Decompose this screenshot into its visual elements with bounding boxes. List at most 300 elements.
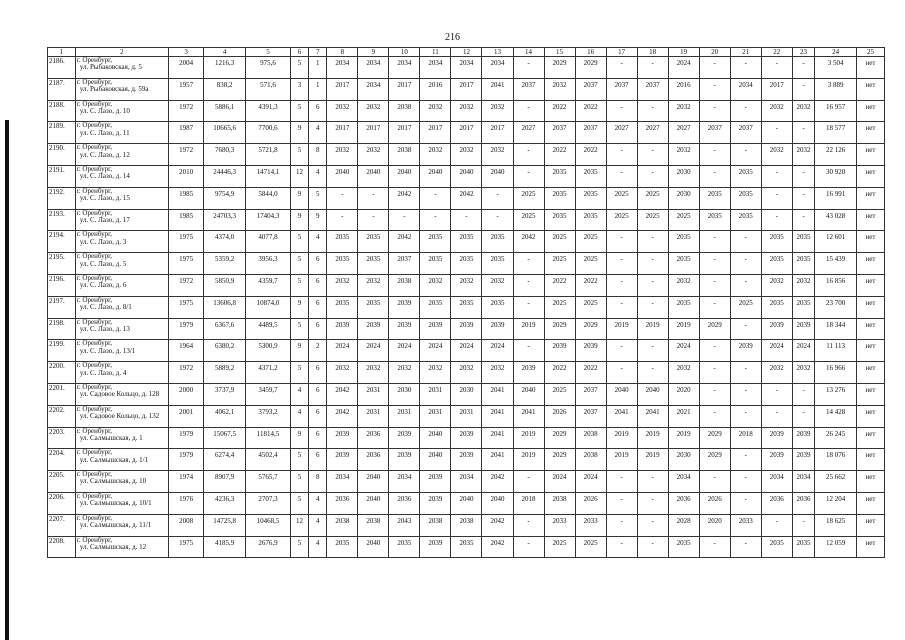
cell-col-21: -	[730, 449, 761, 471]
column-number-11: 11	[420, 48, 451, 57]
address-city: г. Оренбург,	[76, 339, 112, 348]
address-street: ул. С. Лазо, д. 14	[79, 172, 130, 181]
cell-col-16: 2022	[575, 274, 606, 296]
cell-col-24: 16 966	[815, 362, 857, 384]
cell-col-9: 2031	[358, 405, 389, 427]
cell-col-20: -	[699, 362, 730, 384]
cell-col-10: 2017	[389, 122, 420, 144]
cell-col-3: 1979	[168, 449, 203, 471]
cell-col-22: 2035	[761, 253, 792, 275]
cell-col-16: 2039	[575, 340, 606, 362]
address-street: ул. Салмышская, д. 11/1	[79, 521, 152, 530]
cell-col-24: 16 856	[815, 274, 857, 296]
cell-col-8: 2038	[327, 514, 358, 536]
column-number-3: 3	[168, 48, 203, 57]
cell-col-25: нет	[856, 514, 884, 536]
cell-col-23: 2039	[792, 318, 814, 340]
cell-col-5: 4502,4	[245, 449, 290, 471]
cell-col-22: 2039	[761, 449, 792, 471]
cell-col-21: -	[730, 405, 761, 427]
cell-col-16: 2029	[575, 57, 606, 79]
cell-col-17: -	[606, 514, 637, 536]
cell-col-24: 25 662	[815, 471, 857, 493]
column-number-6: 6	[290, 48, 308, 57]
cell-col-10: 2042	[389, 231, 420, 253]
cell-col-16: 2038	[575, 427, 606, 449]
cell-col-13: 2042	[482, 471, 513, 493]
cell-col-19: 2016	[668, 78, 699, 100]
table-row	[48, 514, 885, 536]
address-city: г. Оренбург,	[76, 448, 112, 457]
address-street: ул. Салмышская, д. 10/1	[79, 499, 152, 508]
cell-col-19: 2035	[668, 253, 699, 275]
table-row	[48, 187, 885, 209]
address-city: г. Оренбург,	[76, 209, 112, 217]
cell-col-20: 2026	[699, 492, 730, 514]
cell-col-14: 2041	[513, 405, 544, 427]
cell-col-10: 2034	[389, 57, 420, 79]
cell-col-25: нет	[856, 405, 884, 427]
cell-col-20: -	[699, 340, 730, 362]
cell-col-22: 2032	[761, 274, 792, 296]
cell-col-8: -	[327, 209, 358, 231]
cell-col-4: 8907,9	[204, 471, 246, 493]
cell-col-11: 2039	[420, 536, 451, 558]
address-street: ул. Салмышская, д. 10	[79, 477, 147, 486]
cell-col-15: 2024	[544, 471, 575, 493]
cell-col-15: 2035	[544, 165, 575, 187]
cell-col-9: 2034	[358, 78, 389, 100]
cell-col-18: 2019	[637, 318, 668, 340]
cell-col-25: нет	[856, 274, 884, 296]
cell-col-20: -	[699, 78, 730, 100]
cell-col-12: 2040	[451, 492, 482, 514]
cell-col-10: 2038	[389, 100, 420, 122]
cell-col-14: -	[513, 536, 544, 558]
cell-col-3: 2000	[168, 383, 203, 405]
cell-col-3: 1979	[168, 427, 203, 449]
cell-col-24: 16 957	[815, 100, 857, 122]
cell-col-16: 2022	[575, 362, 606, 384]
row-number: 2191.	[48, 165, 76, 187]
row-number: 2207.	[48, 514, 76, 536]
cell-col-8: 2032	[327, 362, 358, 384]
cell-col-8: 2040	[327, 165, 358, 187]
cell-col-12: 2040	[451, 165, 482, 187]
cell-col-18: 2027	[637, 122, 668, 144]
cell-col-7: 1	[309, 78, 327, 100]
address-street: ул. Рыбаковская, д. 5	[79, 63, 142, 72]
cell-col-13: 2039	[482, 318, 513, 340]
cell-col-19: 2032	[668, 100, 699, 122]
cell-col-21: -	[730, 253, 761, 275]
cell-col-19: 2032	[668, 274, 699, 296]
cell-col-24: 18 344	[815, 318, 857, 340]
cell-col-5: 11814,5	[245, 427, 290, 449]
cell-col-16: 2024	[575, 471, 606, 493]
cell-col-22: 2036	[761, 492, 792, 514]
cell-col-13: 2041	[482, 405, 513, 427]
cell-col-22: -	[761, 383, 792, 405]
cell-col-3: 1972	[168, 100, 203, 122]
address-cell	[75, 122, 168, 144]
cell-col-20: 2029	[699, 427, 730, 449]
cell-col-16: 2035	[575, 187, 606, 209]
cell-col-3: 1987	[168, 122, 203, 144]
cell-col-5: 975,6	[245, 57, 290, 79]
address-city: г. Оренбург,	[76, 361, 112, 370]
cell-col-8: 2024	[327, 340, 358, 362]
column-number-21: 21	[730, 48, 761, 57]
column-number-24: 24	[815, 48, 857, 57]
cell-col-23: 2032	[792, 144, 814, 166]
column-number-25: 25	[856, 48, 884, 57]
cell-col-7: 6	[309, 318, 327, 340]
cell-col-18: 2019	[637, 449, 668, 471]
cell-col-9: 2032	[358, 144, 389, 166]
cell-col-19: 2030	[668, 449, 699, 471]
cell-col-18: -	[637, 274, 668, 296]
cell-col-21: 2037	[730, 122, 761, 144]
cell-col-17: 2027	[606, 122, 637, 144]
cell-col-17: -	[606, 100, 637, 122]
cell-col-19: 2025	[668, 209, 699, 231]
cell-col-17: -	[606, 296, 637, 318]
cell-col-4: 6274,4	[204, 449, 246, 471]
cell-col-6: 9	[290, 209, 308, 231]
cell-col-6: 5	[290, 471, 308, 493]
row-number: 2192.	[48, 187, 76, 209]
cell-col-6: 4	[290, 383, 308, 405]
cell-col-8: 2017	[327, 78, 358, 100]
cell-col-8: 2032	[327, 274, 358, 296]
cell-col-20: -	[699, 144, 730, 166]
cell-col-6: 5	[290, 144, 308, 166]
cell-col-14: -	[513, 57, 544, 79]
column-number-17: 17	[606, 48, 637, 57]
address-city: г. Оренбург,	[76, 383, 112, 391]
cell-col-23: -	[792, 165, 814, 187]
cell-col-17: -	[606, 57, 637, 79]
cell-col-9: 2040	[358, 492, 389, 514]
cell-col-24: 23 700	[815, 296, 857, 318]
row-number: 2194.	[48, 231, 76, 253]
cell-col-3: 2001	[168, 405, 203, 427]
cell-col-5: 17404,3	[245, 209, 290, 231]
cell-col-16: 2022	[575, 100, 606, 122]
address-cell	[75, 427, 168, 449]
cell-col-9: 2031	[358, 383, 389, 405]
cell-col-9: 2039	[358, 318, 389, 340]
cell-col-19: 2035	[668, 231, 699, 253]
cell-col-7: 4	[309, 231, 327, 253]
cell-col-15: 2022	[544, 144, 575, 166]
cell-col-12: -	[451, 209, 482, 231]
row-number: 2190.	[48, 144, 76, 166]
cell-col-13: 2035	[482, 231, 513, 253]
table-body	[48, 57, 885, 558]
address-city: г. Оренбург,	[76, 121, 112, 130]
cell-col-7: 6	[309, 427, 327, 449]
cell-col-25: нет	[856, 78, 884, 100]
address-cell	[75, 536, 168, 558]
cell-col-5: 3793,2	[245, 405, 290, 427]
cell-col-22: 2024	[761, 340, 792, 362]
address-cell	[75, 514, 168, 536]
cell-col-7: 4	[309, 514, 327, 536]
table-row	[48, 165, 885, 187]
address-cell	[75, 405, 168, 427]
cell-col-11: 2039	[420, 318, 451, 340]
cell-col-9: 2034	[358, 57, 389, 79]
cell-col-6: 12	[290, 165, 308, 187]
cell-col-24: 26 245	[815, 427, 857, 449]
cell-col-16: 2026	[575, 492, 606, 514]
address-city: г. Оренбург,	[76, 187, 112, 195]
cell-col-10: 2031	[389, 405, 420, 427]
cell-col-14: 2025	[513, 209, 544, 231]
cell-col-21: 2025	[730, 296, 761, 318]
cell-col-11: 2032	[420, 144, 451, 166]
cell-col-18: -	[637, 253, 668, 275]
cell-col-13: -	[482, 187, 513, 209]
cell-col-22: -	[761, 209, 792, 231]
cell-col-22: -	[761, 165, 792, 187]
cell-col-16: 2037	[575, 383, 606, 405]
cell-col-9: 2036	[358, 449, 389, 471]
cell-col-21: -	[730, 274, 761, 296]
cell-col-14: -	[513, 274, 544, 296]
cell-col-24: 43 028	[815, 209, 857, 231]
cell-col-20: -	[699, 165, 730, 187]
row-number: 2200.	[48, 362, 76, 384]
cell-col-11: 2034	[420, 57, 451, 79]
cell-col-21: -	[730, 231, 761, 253]
cell-col-3: 1975	[168, 253, 203, 275]
cell-col-21: -	[730, 100, 761, 122]
cell-col-15: 2025	[544, 296, 575, 318]
row-number: 2187.	[48, 78, 76, 100]
cell-col-16: 2035	[575, 209, 606, 231]
cell-col-18: -	[637, 100, 668, 122]
cell-col-8: 2042	[327, 405, 358, 427]
cell-col-13: 2041	[482, 449, 513, 471]
cell-col-16: 2037	[575, 405, 606, 427]
cell-col-4: 24446,3	[204, 165, 246, 187]
cell-col-7: 8	[309, 471, 327, 493]
cell-col-10: 2030	[389, 383, 420, 405]
cell-col-18: -	[637, 362, 668, 384]
cell-col-3: 1972	[168, 274, 203, 296]
column-number-22: 22	[761, 48, 792, 57]
cell-col-5: 4371,2	[245, 362, 290, 384]
cell-col-13: -	[482, 209, 513, 231]
cell-col-10: 2032	[389, 362, 420, 384]
cell-col-20: -	[699, 536, 730, 558]
address-street: ул. Салмышская, д. 1	[79, 433, 143, 442]
cell-col-4: 9754,9	[204, 187, 246, 209]
address-cell	[75, 340, 168, 362]
cell-col-15: 2022	[544, 362, 575, 384]
cell-col-14: 2037	[513, 78, 544, 100]
cell-col-4: 10665,6	[204, 122, 246, 144]
cell-col-18: -	[637, 536, 668, 558]
cell-col-23: -	[792, 78, 814, 100]
address-street: ул. С. Лазо, д. 5	[79, 259, 127, 268]
cell-col-12: 2035	[451, 296, 482, 318]
cell-col-23: -	[792, 383, 814, 405]
cell-col-22: 2032	[761, 144, 792, 166]
cell-col-18: 2019	[637, 427, 668, 449]
cell-col-21: 2018	[730, 427, 761, 449]
cell-col-9: 2035	[358, 253, 389, 275]
cell-col-20: 2035	[699, 187, 730, 209]
table-row	[48, 231, 885, 253]
column-number-4: 4	[204, 48, 246, 57]
cell-col-8: 2036	[327, 492, 358, 514]
address-cell	[75, 165, 168, 187]
cell-col-12: 2038	[451, 514, 482, 536]
cell-col-4: 1216,3	[204, 57, 246, 79]
cell-col-23: -	[792, 209, 814, 231]
cell-col-13: 2034	[482, 57, 513, 79]
cell-col-11: 2040	[420, 165, 451, 187]
cell-col-22: 2035	[761, 231, 792, 253]
cell-col-25: нет	[856, 383, 884, 405]
cell-col-18: 2025	[637, 209, 668, 231]
cell-col-20: -	[699, 231, 730, 253]
cell-col-10: 2040	[389, 165, 420, 187]
cell-col-3: 1957	[168, 78, 203, 100]
cell-col-23: -	[792, 57, 814, 79]
cell-col-19: 2021	[668, 405, 699, 427]
address-city: г. Оренбург,	[76, 100, 112, 108]
cell-col-16: 2038	[575, 449, 606, 471]
cell-col-21: -	[730, 144, 761, 166]
cell-col-4: 3737,9	[204, 383, 246, 405]
cell-col-24: 18 625	[815, 514, 857, 536]
cell-col-19: 2034	[668, 471, 699, 493]
cell-col-22: 2032	[761, 362, 792, 384]
cell-col-17: -	[606, 492, 637, 514]
cell-col-24: 12 601	[815, 231, 857, 253]
cell-col-7: 1	[309, 57, 327, 79]
cell-col-13: 2041	[482, 78, 513, 100]
cell-col-10: 2042	[389, 187, 420, 209]
address-cell	[75, 296, 168, 318]
address-street: ул. С. Лазо, д. 15	[79, 194, 130, 203]
cell-col-15: 2039	[544, 340, 575, 362]
cell-col-14: -	[513, 253, 544, 275]
cell-col-25: нет	[856, 449, 884, 471]
cell-col-19: 2032	[668, 144, 699, 166]
cell-col-20: -	[699, 100, 730, 122]
cell-col-9: -	[358, 187, 389, 209]
address-cell	[75, 253, 168, 275]
cell-col-18: -	[637, 514, 668, 536]
cell-col-14: 2027	[513, 122, 544, 144]
cell-col-25: нет	[856, 253, 884, 275]
address-city: г. Оренбург,	[76, 230, 112, 239]
cell-col-15: 2038	[544, 492, 575, 514]
cell-col-4: 6380,2	[204, 340, 246, 362]
cell-col-6: 4	[290, 405, 308, 427]
cell-col-3: 2004	[168, 57, 203, 79]
address-cell	[75, 449, 168, 471]
cell-col-17: -	[606, 471, 637, 493]
cell-col-20: 2020	[699, 514, 730, 536]
address-cell	[75, 78, 168, 100]
address-city: г. Оренбург,	[76, 405, 112, 413]
cell-col-14: -	[513, 296, 544, 318]
cell-col-17: 2037	[606, 78, 637, 100]
cell-col-19: 2036	[668, 492, 699, 514]
cell-col-15: 2022	[544, 274, 575, 296]
cell-col-10: 2036	[389, 492, 420, 514]
cell-col-17: -	[606, 231, 637, 253]
cell-col-14: 2019	[513, 449, 544, 471]
column-number-12: 12	[451, 48, 482, 57]
cell-col-25: нет	[856, 492, 884, 514]
cell-col-6: 9	[290, 427, 308, 449]
cell-col-23: -	[792, 514, 814, 536]
cell-col-8: 2034	[327, 471, 358, 493]
row-number: 2201.	[48, 383, 76, 405]
cell-col-4: 5359,2	[204, 253, 246, 275]
cell-col-10: 2034	[389, 471, 420, 493]
row-number: 2197.	[48, 296, 76, 318]
table-row	[48, 100, 885, 122]
cell-col-7: 9	[309, 209, 327, 231]
cell-col-11: 2024	[420, 340, 451, 362]
cell-col-18: -	[637, 165, 668, 187]
cell-col-17: 2041	[606, 405, 637, 427]
column-number-20: 20	[699, 48, 730, 57]
cell-col-13: 2017	[482, 122, 513, 144]
cell-col-6: 5	[290, 100, 308, 122]
cell-col-12: 2035	[451, 253, 482, 275]
cell-col-10: 2038	[389, 144, 420, 166]
cell-col-8: 2032	[327, 144, 358, 166]
cell-col-11: -	[420, 187, 451, 209]
cell-col-20: 2029	[699, 318, 730, 340]
cell-col-3: 1974	[168, 471, 203, 493]
cell-col-6: 9	[290, 340, 308, 362]
cell-col-15: 2025	[544, 231, 575, 253]
row-number: 2208.	[48, 536, 76, 558]
cell-col-9: 2036	[358, 427, 389, 449]
table-row	[48, 274, 885, 296]
table-row	[48, 209, 885, 231]
cell-col-7: 5	[309, 187, 327, 209]
row-number: 2189.	[48, 122, 76, 144]
cell-col-23: 2024	[792, 340, 814, 362]
table-row	[48, 253, 885, 275]
cell-col-11: 2032	[420, 100, 451, 122]
cell-col-25: нет	[856, 122, 884, 144]
cell-col-3: 1976	[168, 492, 203, 514]
cell-col-3: 2008	[168, 514, 203, 536]
cell-col-12: 2017	[451, 78, 482, 100]
cell-col-22: -	[761, 405, 792, 427]
cell-col-6: 5	[290, 231, 308, 253]
cell-col-12: 2030	[451, 383, 482, 405]
address-city: г. Оренбург,	[76, 470, 112, 479]
cell-col-7: 4	[309, 536, 327, 558]
cell-col-22: -	[761, 514, 792, 536]
cell-col-16: 2037	[575, 122, 606, 144]
cell-col-7: 4	[309, 122, 327, 144]
